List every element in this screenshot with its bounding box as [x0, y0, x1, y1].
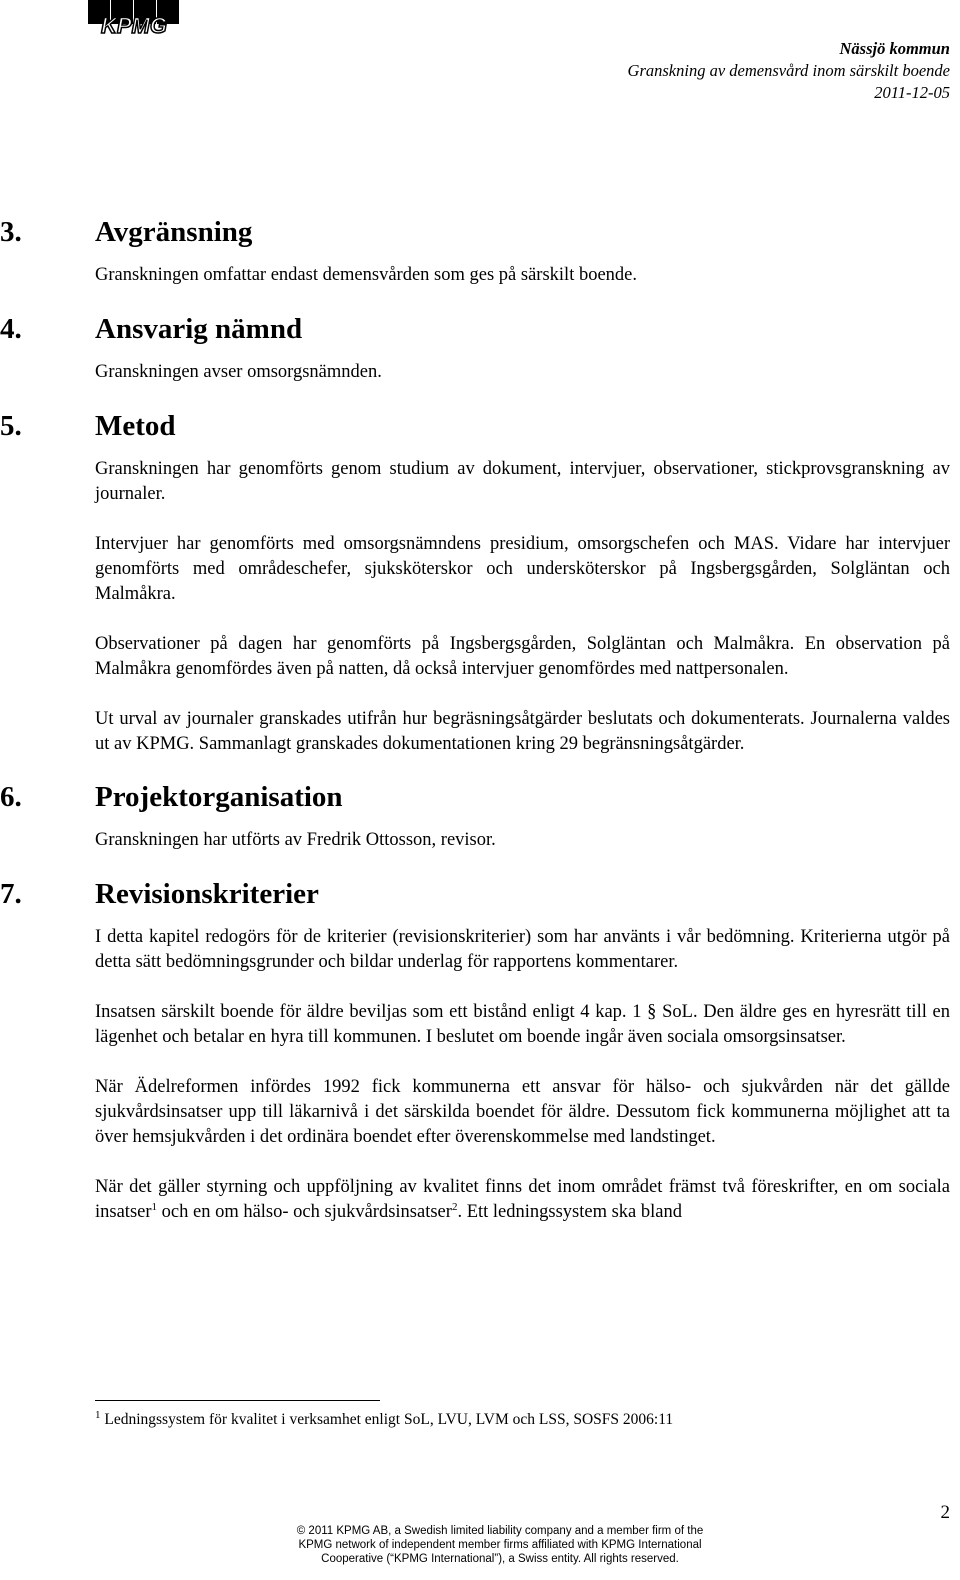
section-heading-3: [0, 210, 960, 254]
paragraph: Insatsen särskilt boende för äldre beviljas som ett bistånd enligt 4 kap. 1 § SoL. Den äldre ges en hyresrätt till en lägenhet och betalar en hyra till kommunen. I beslutet om boende ingår även sociala omsorgsinsatser.: [95, 1002, 950, 1047]
paragraph: När Ädelreformen infördes 1992 fick kommunerna ett ansvar för hälso- och sjukvården när det gällde sjukvårdsinsatser upp till läkarnivå i det särskilda boendet för äldre. Dessutom fick kommunerna möjlighet att ta över hemsjukvården i det ordinära boendet efter överenskommelse med landstinget.: [95, 1077, 950, 1147]
copyright-footer: [275, 1524, 725, 1566]
report-date: 2011-12-05: [874, 83, 950, 102]
section-title: Revisionskriterier: [95, 878, 319, 910]
document-header: [628, 38, 950, 104]
section-heading-5: [0, 404, 960, 448]
paragraph: Granskningen avser omsorgsnämnden.: [95, 362, 382, 382]
paragraph-text: När det gäller styrning och uppföljning av kvalitet finns det inom området främst två föreskrifter, en om sociala insatser: [95, 1177, 950, 1222]
paragraph: Observationer på dagen har genomförts på Ingsbergsgården, Solgläntan och Malmåkra. En observation på Malmåkra genomfördes även på natten, då också intervjuer genomfördes med nattpersonalen.: [95, 634, 950, 679]
section-heading-6: [0, 775, 960, 819]
organization-name: Nässjö kommun: [839, 39, 950, 58]
footer-line: © 2011 KPMG AB, a Swedish limited liability company and a member firm of the: [296, 1525, 704, 1537]
section-title: Avgränsning: [95, 216, 253, 248]
document-body: [0, 210, 960, 1225]
report-title: Granskning av demensvård inom särskilt boende: [627, 61, 950, 80]
paragraph-text: och en om hälso- och sjukvårdsinsatser: [157, 1202, 452, 1222]
section-title: Ansvarig nämnd: [95, 313, 303, 345]
paragraph-with-footnotes: [95, 1175, 950, 1225]
footnote: [95, 1410, 673, 1430]
footer-line: KPMG network of independent member firms affiliated with KPMG International: [298, 1539, 702, 1551]
section-number: 3.: [0, 216, 22, 248]
paragraph: Ut urval av journaler granskades utifrån hur begräsningsåtgärder beslutats och dokumenterats. Journalerna valdes ut av KPMG. Sammanlagt granskades dokumentationen kring 29 begränsningsåtgärder.: [95, 709, 950, 754]
footer-line: Cooperative (“KPMG International”), a Swiss entity. All rights reserved.: [321, 1553, 679, 1565]
page-number: 2: [940, 1502, 950, 1523]
section-title: Metod: [95, 410, 176, 442]
paragraph: Intervjuer har genomförts med omsorgsnämndens presidium, omsorgschefen och MAS. Vidare har intervjuer genomförts med områdeschefer, sjuksköterskor och undersköterskor på Ingsbergsgården, Solgläntan och Malmåkra.: [95, 534, 950, 604]
section-title: Projektorganisation: [95, 781, 343, 813]
paragraph: I detta kapitel redogörs för de kriterier (revisionskriterier) som har använts i vår bedömning. Kriterierna utgör på detta sätt bedömningsgrunder och bildar underlag för rapportens kommentarer.: [95, 927, 950, 972]
paragraph: Granskningen har utförts av Fredrik Ottosson, revisor.: [95, 830, 496, 850]
section-heading-7: [0, 872, 960, 916]
section-number: 7.: [0, 878, 22, 910]
paragraph: Granskningen har genomförts genom studium av dokument, intervjuer, observationer, stickprovsgranskning av journaler.: [95, 459, 950, 504]
logo-text: KPMG: [101, 13, 167, 36]
paragraph-text: . Ett ledningssystem ska bland: [457, 1202, 682, 1222]
paragraph: Granskningen omfattar endast demensvården som ges på särskilt boende.: [95, 265, 638, 285]
footnote-reference[interactable]: 1: [151, 1200, 158, 1213]
footnote-separator: [95, 1400, 380, 1401]
section-heading-4: [0, 307, 960, 351]
footnote-marker: 1: [95, 1408, 101, 1421]
kpmg-logo: [88, 0, 180, 36]
footnote-text: Ledningssystem för kvalitet i verksamhet enligt SoL, LVU, LVM och LSS, SOSFS 2006:11: [104, 1411, 674, 1428]
footnote-reference[interactable]: 2: [451, 1200, 458, 1213]
section-number: 6.: [0, 781, 22, 813]
section-number: 5.: [0, 410, 22, 442]
section-number: 4.: [0, 313, 22, 345]
